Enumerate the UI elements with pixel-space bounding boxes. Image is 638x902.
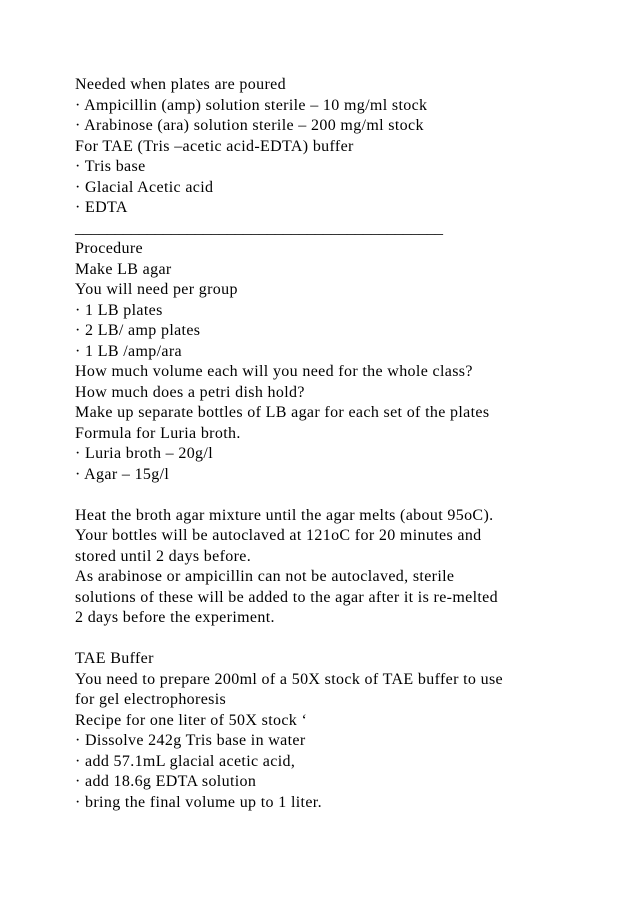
list-item: · Tris base bbox=[75, 158, 146, 175]
text-line: Heat the broth agar mixture until the agar melts (about 95oC). bbox=[75, 506, 494, 524]
text-line: How much does a petri dish hold? bbox=[75, 383, 305, 401]
text-line: solutions of these will be added to the agar after it is re-melted bbox=[75, 588, 498, 606]
list-item: · EDTA bbox=[75, 199, 128, 216]
text-line: stored until 2 days before. bbox=[75, 547, 252, 565]
text-line: As arabinose or ampicillin can not be autoclaved, sterile bbox=[75, 568, 455, 585]
list-item: · add 57.1mL glacial acetic acid, bbox=[75, 752, 296, 770]
list-item: · Glacial Acetic acid bbox=[75, 178, 214, 196]
blank-line bbox=[75, 485, 605, 506]
list-item: · 1 LB /amp/ara bbox=[75, 342, 182, 360]
document-body bbox=[75, 75, 605, 813]
text-line: Your bottles will be autoclaved at 121oC for 20 minutes and bbox=[75, 527, 482, 544]
list-item: · add 18.6g EDTA solution bbox=[75, 773, 257, 790]
section-heading: Procedure bbox=[75, 240, 144, 257]
text-line: You will need per group bbox=[75, 281, 238, 298]
list-item: · bring the final volume up to 1 liter. bbox=[75, 793, 322, 811]
list-item: · 2 LB/ amp plates bbox=[75, 322, 201, 339]
text-line: 2 days before the experiment. bbox=[75, 609, 275, 626]
text-line: Formula for Luria broth. bbox=[75, 424, 241, 442]
separator-rule: ______________________________________________ bbox=[75, 219, 443, 237]
text-line: for gel electrophoresis bbox=[75, 691, 227, 708]
text-line: Make up separate bottles of LB agar for each set of the plates bbox=[75, 404, 490, 421]
text-line: You need to prepare 200ml of a 50X stock of TAE buffer to use bbox=[75, 670, 503, 688]
list-item: · Arabinose (ara) solution sterile – 200 mg/ml stock bbox=[75, 117, 424, 134]
text-line: Needed when plates are poured bbox=[75, 76, 286, 93]
text-line: Make LB agar bbox=[75, 260, 172, 278]
list-item: · Agar – 15g/l bbox=[75, 465, 170, 483]
text-line: How much volume each will you need for the whole class? bbox=[75, 363, 473, 380]
list-item: · Luria broth – 20g/l bbox=[75, 445, 213, 462]
text-line: For TAE (Tris –acetic acid-EDTA) buffer bbox=[75, 137, 354, 155]
list-item: · Ampicillin (amp) solution sterile – 10 mg/ml stock bbox=[75, 96, 428, 114]
blank-line bbox=[75, 629, 605, 650]
text-line: Recipe for one liter of 50X stock ‘ bbox=[75, 711, 308, 729]
list-item: · 1 LB plates bbox=[75, 301, 163, 319]
section-heading: TAE Buffer bbox=[75, 650, 154, 667]
list-item: · Dissolve 242g Tris base in water bbox=[75, 732, 306, 749]
